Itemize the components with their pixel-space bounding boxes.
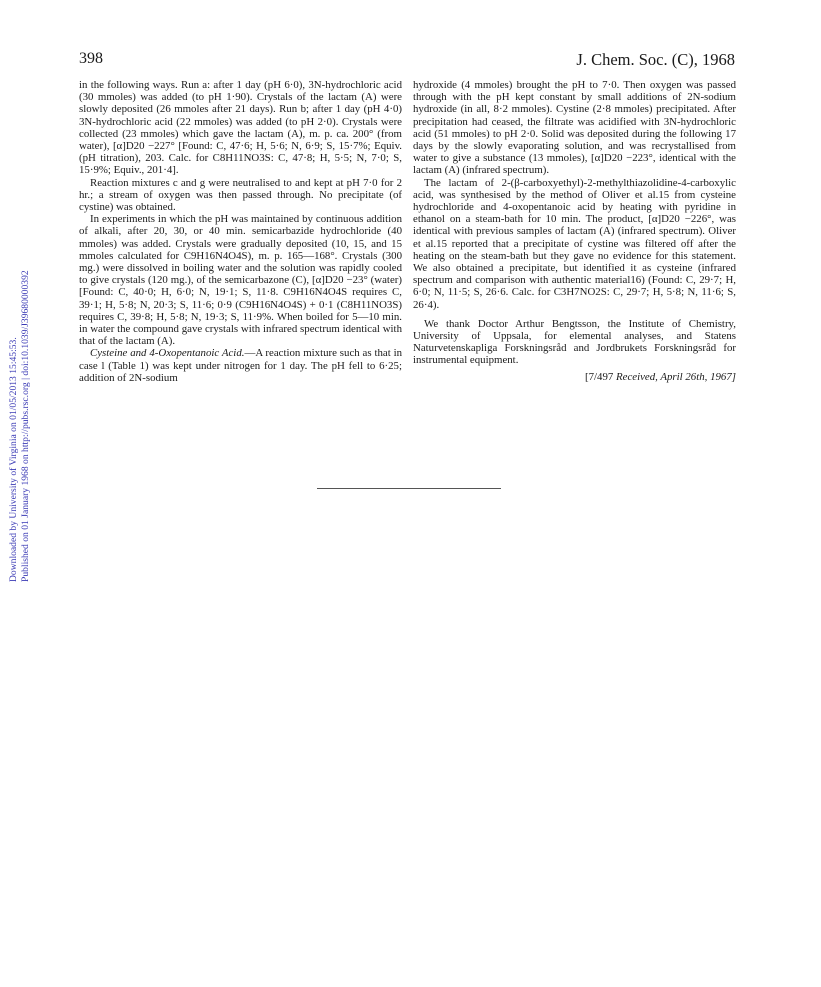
paragraph: In experiments in which the pH was maintained by continuous addition of alkali, after 20, 30, or 40 min. semicarbazide hydrochloride (40 mmoles) was added. Crystals were gradually deposited (10, 15, and 15 mmoles calculated for C9H16N4O4S), m. p. 165—168°. Crystals (300 mg.) were dissolved in boiling water and the solution was rapidly cooled to give crystals (120 mg.), of the semicarbazone (C), [α]D20 −23° (water) [Found: C, 40·0; H, 6·0; N, 19·1; S, 11·8. C9H16N4O4S requires C, 39·1; H, 5·8; N, 20·3; S, 11·6; 0·9 (C9H16N4O4S) + 0·1 (C8H11NO3S) requires C, 39·8; H, 5·8; N, 19·3; S, 11·9%. When boiled for 5—10 min. in water the compound gave crystals with infrared spectrum identical with that of the lactam (A). [79, 213, 402, 348]
paragraph: The lactam of 2-(β-carboxyethyl)-2-methylthiazolidine-4-carboxylic acid, was synthesised by the method of Oliver et al.15 from cysteine hydrochloride and 4-oxopentanoic acid by heating with pyridine in ethanol on a steam-bath for 10 min. The product, [α]D20 −226°, was identical with previous samples of lactam (A) (infrared spectrum). Oliver et al.15 reported that a precipitate of cystine was filtered off after the heating on the steam-bath but they gave no evidence for this statement. We also obtained a precipitate, but identified it as cysteine (infrared spectrum and comparison with authentic material16) (Found: C, 29·7; H, 6·0; N, 11·5; S, 26·6. Calc. for C3H7NO2S: C, 29·7; H, 5·8; N, 11·6; S, 26·4). [413, 176, 736, 311]
download-notice [0, 0, 30, 987]
received-line [413, 371, 736, 383]
right-column [413, 79, 736, 383]
left-column [79, 79, 402, 384]
page-number: 398 [79, 50, 103, 67]
paragraph: Reaction mixtures c and g were neutralised to and kept at pH 7·0 for 2 hr.; a stream of oxygen was then passed through. No precipitate (of cystine) was obtained. [79, 176, 402, 214]
section-heading: Cysteine and 4-Oxopentanoic Acid. [90, 347, 245, 360]
paragraph: in the following ways. Run a: after 1 day (pH 6·0), 3N-hydrochloric acid (30 mmoles) was added (to pH 1·90). Crystals of the lactam (A) were slowly deposited (26 mmoles after 21 days). Run b; after 1 day (pH 4·0) 3N-hydrochloric acid (22 mmoles) was added (to pH 2·0). Crystals were collected (23 mmoles) which gave the lactam (A), m. p. ca. 200° (from water), [α]D20 −227° [Found: C, 47·6; H, 5·6; N, 6·9; S, 15·7%; Equiv. (pH titration), 203. Calc. for C8H11NO3S: C, 47·8; H, 5·5; N, 7·0; S, 15·9%; Equiv., 201·4]. [79, 79, 402, 177]
paragraph-text: —A reaction mixture such as that in case l (Table 1) was kept under nitrogen for 1 day. The pH fell to 6·25; addition of 2N-sodium [79, 347, 403, 384]
manuscript-code: [7/497 [585, 370, 614, 383]
published-notice-line[interactable]: Published on 01 January 1968 on http://pubs.rsc.org | doi:10.1039/J39680000392 [20, 270, 31, 582]
end-divider [317, 488, 501, 489]
download-notice-line[interactable]: Downloaded by University of Virginia on 01/05/2013 15:45:53. [8, 337, 19, 582]
received-date: Received, April 26th, 1967] [616, 370, 736, 383]
journal-header: J. Chem. Soc. (C), 1968 [576, 50, 735, 69]
acknowledgements: We thank Doctor Arthur Bengtsson, the Institute of Chemistry, University of Uppsala, for elemental analyses, and Statens Naturvetenskapliga Forskningsråd and Jordbrukets Forskningsråd for instrumental equipment. [413, 317, 736, 367]
paragraph: hydroxide (4 mmoles) brought the pH to 7·0. Then oxygen was passed through with the pH kept constant by small additions of 2N-sodium hydroxide (in all, 8·2 mmoles). Cystine (2·8 mmoles) precipitated. After precipitation had ceased, the filtrate was acidified with 3N-hydrochloric acid (51 mmoles) to pH 2·0. Solid was deposited during the following 17 days by the slowly evaporating solution, and was recrystallised from water to give a substance (13 mmoles), [α]D20 −223°, identical with the lactam (A) (infrared spectrum). [413, 79, 736, 177]
paragraph [79, 347, 402, 384]
